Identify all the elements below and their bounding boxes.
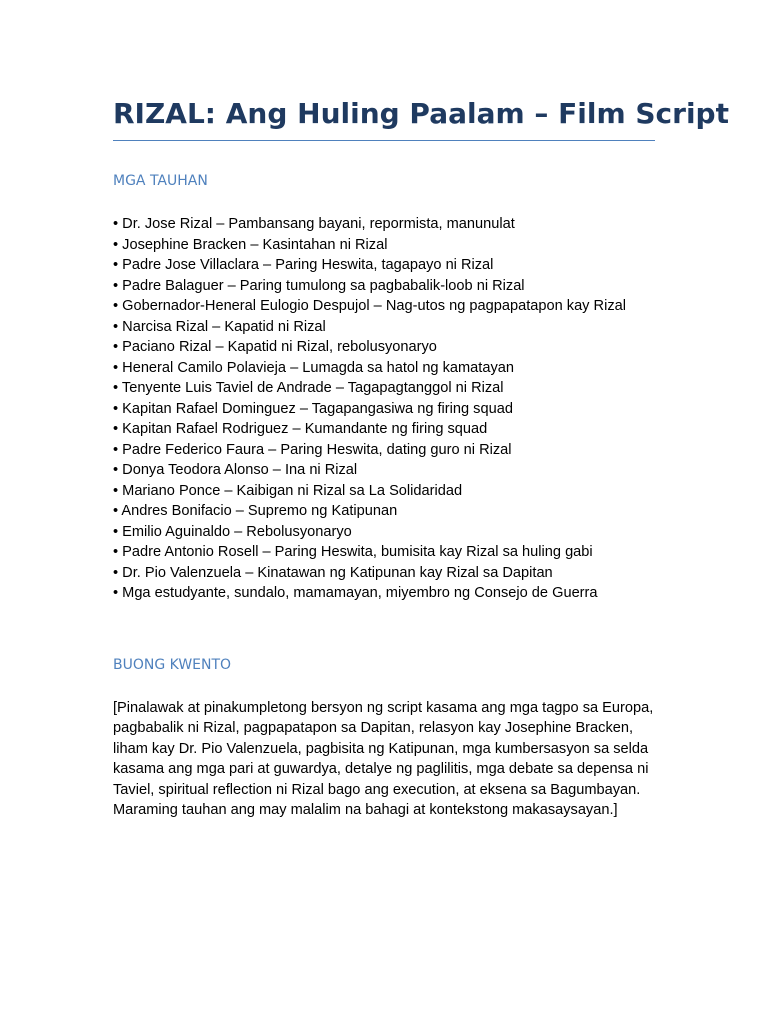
list-item: • Dr. Jose Rizal – Pambansang bayani, repormista, manunulat — [113, 216, 515, 232]
list-item: • Dr. Pio Valenzuela – Kinatawan ng Katipunan kay Rizal sa Dapitan — [113, 564, 553, 581]
list-item: • Mga estudyante, sundalo, mamamayan, miyembro ng Consejo de Guerra — [113, 585, 598, 601]
list-item: • Gobernador-Heneral Eulogio Despujol – Nag-utos ng pagpapatapon kay Rizal — [113, 298, 626, 314]
list-item: • Mariano Ponce – Kaibigan ni Rizal sa La Solidaridad — [113, 482, 463, 499]
list-item: • Kapitan Rafael Rodriguez – Kumandante ng firing squad — [113, 421, 488, 437]
list-item: • Emilio Aguinaldo – Rebolusyonaryo — [113, 523, 352, 540]
list-item: • Narcisa Rizal – Kapatid ni Rizal — [113, 318, 326, 335]
list-item: • Padre Federico Faura – Paring Heswita, dating guro ni Rizal — [113, 441, 512, 458]
list-item: • Kapitan Rafael Dominguez – Tagapangasiwa ng firing squad — [113, 400, 513, 417]
story-heading: BUONG KWENTO — [113, 656, 232, 673]
list-item: • Padre Antonio Rosell – Paring Heswita, bumisita kay Rizal sa huling gabi — [113, 544, 593, 560]
list-item: • Padre Balaguer – Paring tumulong sa pagbabalik-loob ni Rizal — [113, 277, 525, 294]
list-item: • Heneral Camilo Polavieja – Lumagda sa hatol ng kamatayan — [113, 359, 514, 376]
document-title: RIZAL: Ang Huling Paalam – Film Script — [113, 96, 655, 141]
character-list — [113, 214, 655, 604]
list-item: • Donya Teodora Alonso – Ina ni Rizal — [113, 462, 358, 478]
story-paragraph: [Pinalawak at pinakumpletong bersyon ng script kasama ang mga tagpo sa Europa, pagbabalik ni Rizal, pagpapatapon sa Dapitan, relasyon kay Josephine Bracken, liham kay Dr. Pio Valenzuela, pagbisita ng Katipunan, mga kumbersasyon sa selda kasama ang mga pari at guwardya, detalye ng paglilitis, mga debate sa depensa ni Taviel, spiritual reflection ni Rizal bago ang execution, at eksena sa Bagumbayan. Maraming tauhan ang may malalim na bahagi at kontekstong makasaysayan.] — [113, 699, 654, 818]
document-page — [113, 96, 729, 821]
list-item: • Andres Bonifacio – Supremo ng Katipunan — [113, 503, 398, 519]
list-item: • Paciano Rizal – Kapatid ni Rizal, rebolusyonaryo — [113, 339, 437, 355]
list-item: • Josephine Bracken – Kasintahan ni Rizal — [113, 236, 388, 253]
list-item: • Padre Jose Villaclara – Paring Heswita, tagapayo ni Rizal — [113, 257, 494, 273]
list-item: • Tenyente Luis Taviel de Andrade – Tagapagtanggol ni Rizal — [113, 380, 504, 396]
characters-heading: MGA TAUHAN — [113, 173, 208, 189]
